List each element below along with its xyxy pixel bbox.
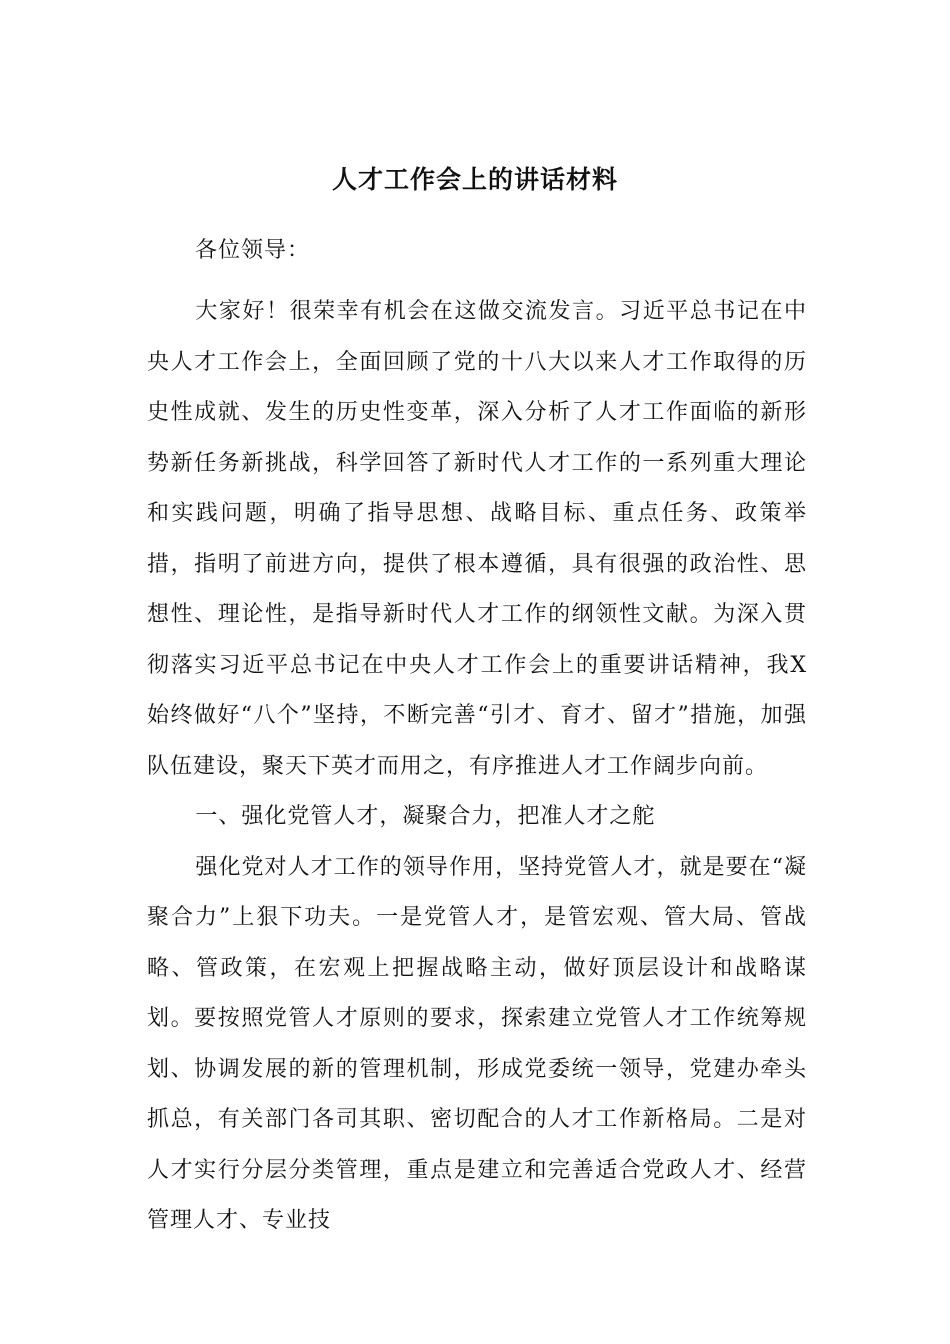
paragraph-opening: 大家好！很荣幸有机会在这做交流发言。习近平总书记在中央人才工作会上，全面回顾了党的十八大以来人才工作取得的历史性成就、发生的历史性变革，深入分析了人才工作面临的新形势新任务新挑战，科学回答了新时代人才工作的一系列重大理论和实践问题，明确了指导思想、战略目标、重点任务、政策举措，指明了前进方向，提供了根本遵循，具有很强的政治性、思想性、理论性，是指导新时代人才工作的纲领性文献。为深入贯彻落实习近平总书记在中央人才工作会上的重要讲话精神，我X始终做好“八个”坚持，不断完善“引才、育才、留才”措施，加强队伍建设，聚天下英才而用之，有序推进人才工作阔步向前。 [147, 299, 807, 779]
section-heading-one: 一、强化党管人才，凝聚合力，把准人才之舵 [195, 804, 656, 829]
document-title: 人才工作会上的讲话材料 [331, 165, 618, 194]
paragraph-section-one: 强化党对人才工作的领导作用，坚持党管人才，就是要在“凝聚合力”上狠下功夫。一是党管人才，是管宏观、管大局、管战略、管政策，在宏观上把握战略主动，做好顶层设计和战略谋划。要按照党管人才原则的要求，探索建立党管人才工作统筹规划、协调发展的新的管理机制，形成党委统一领导，党建办牵头抓总，有关部门各司其职、密切配合的人才工作新格局。二是对人才实行分层分类管理，重点是建立和完善适合党政人才、经营管理人才、专业技 [147, 854, 807, 1233]
document-body [147, 287, 807, 1247]
salutation: 各位领导： [195, 238, 311, 263]
